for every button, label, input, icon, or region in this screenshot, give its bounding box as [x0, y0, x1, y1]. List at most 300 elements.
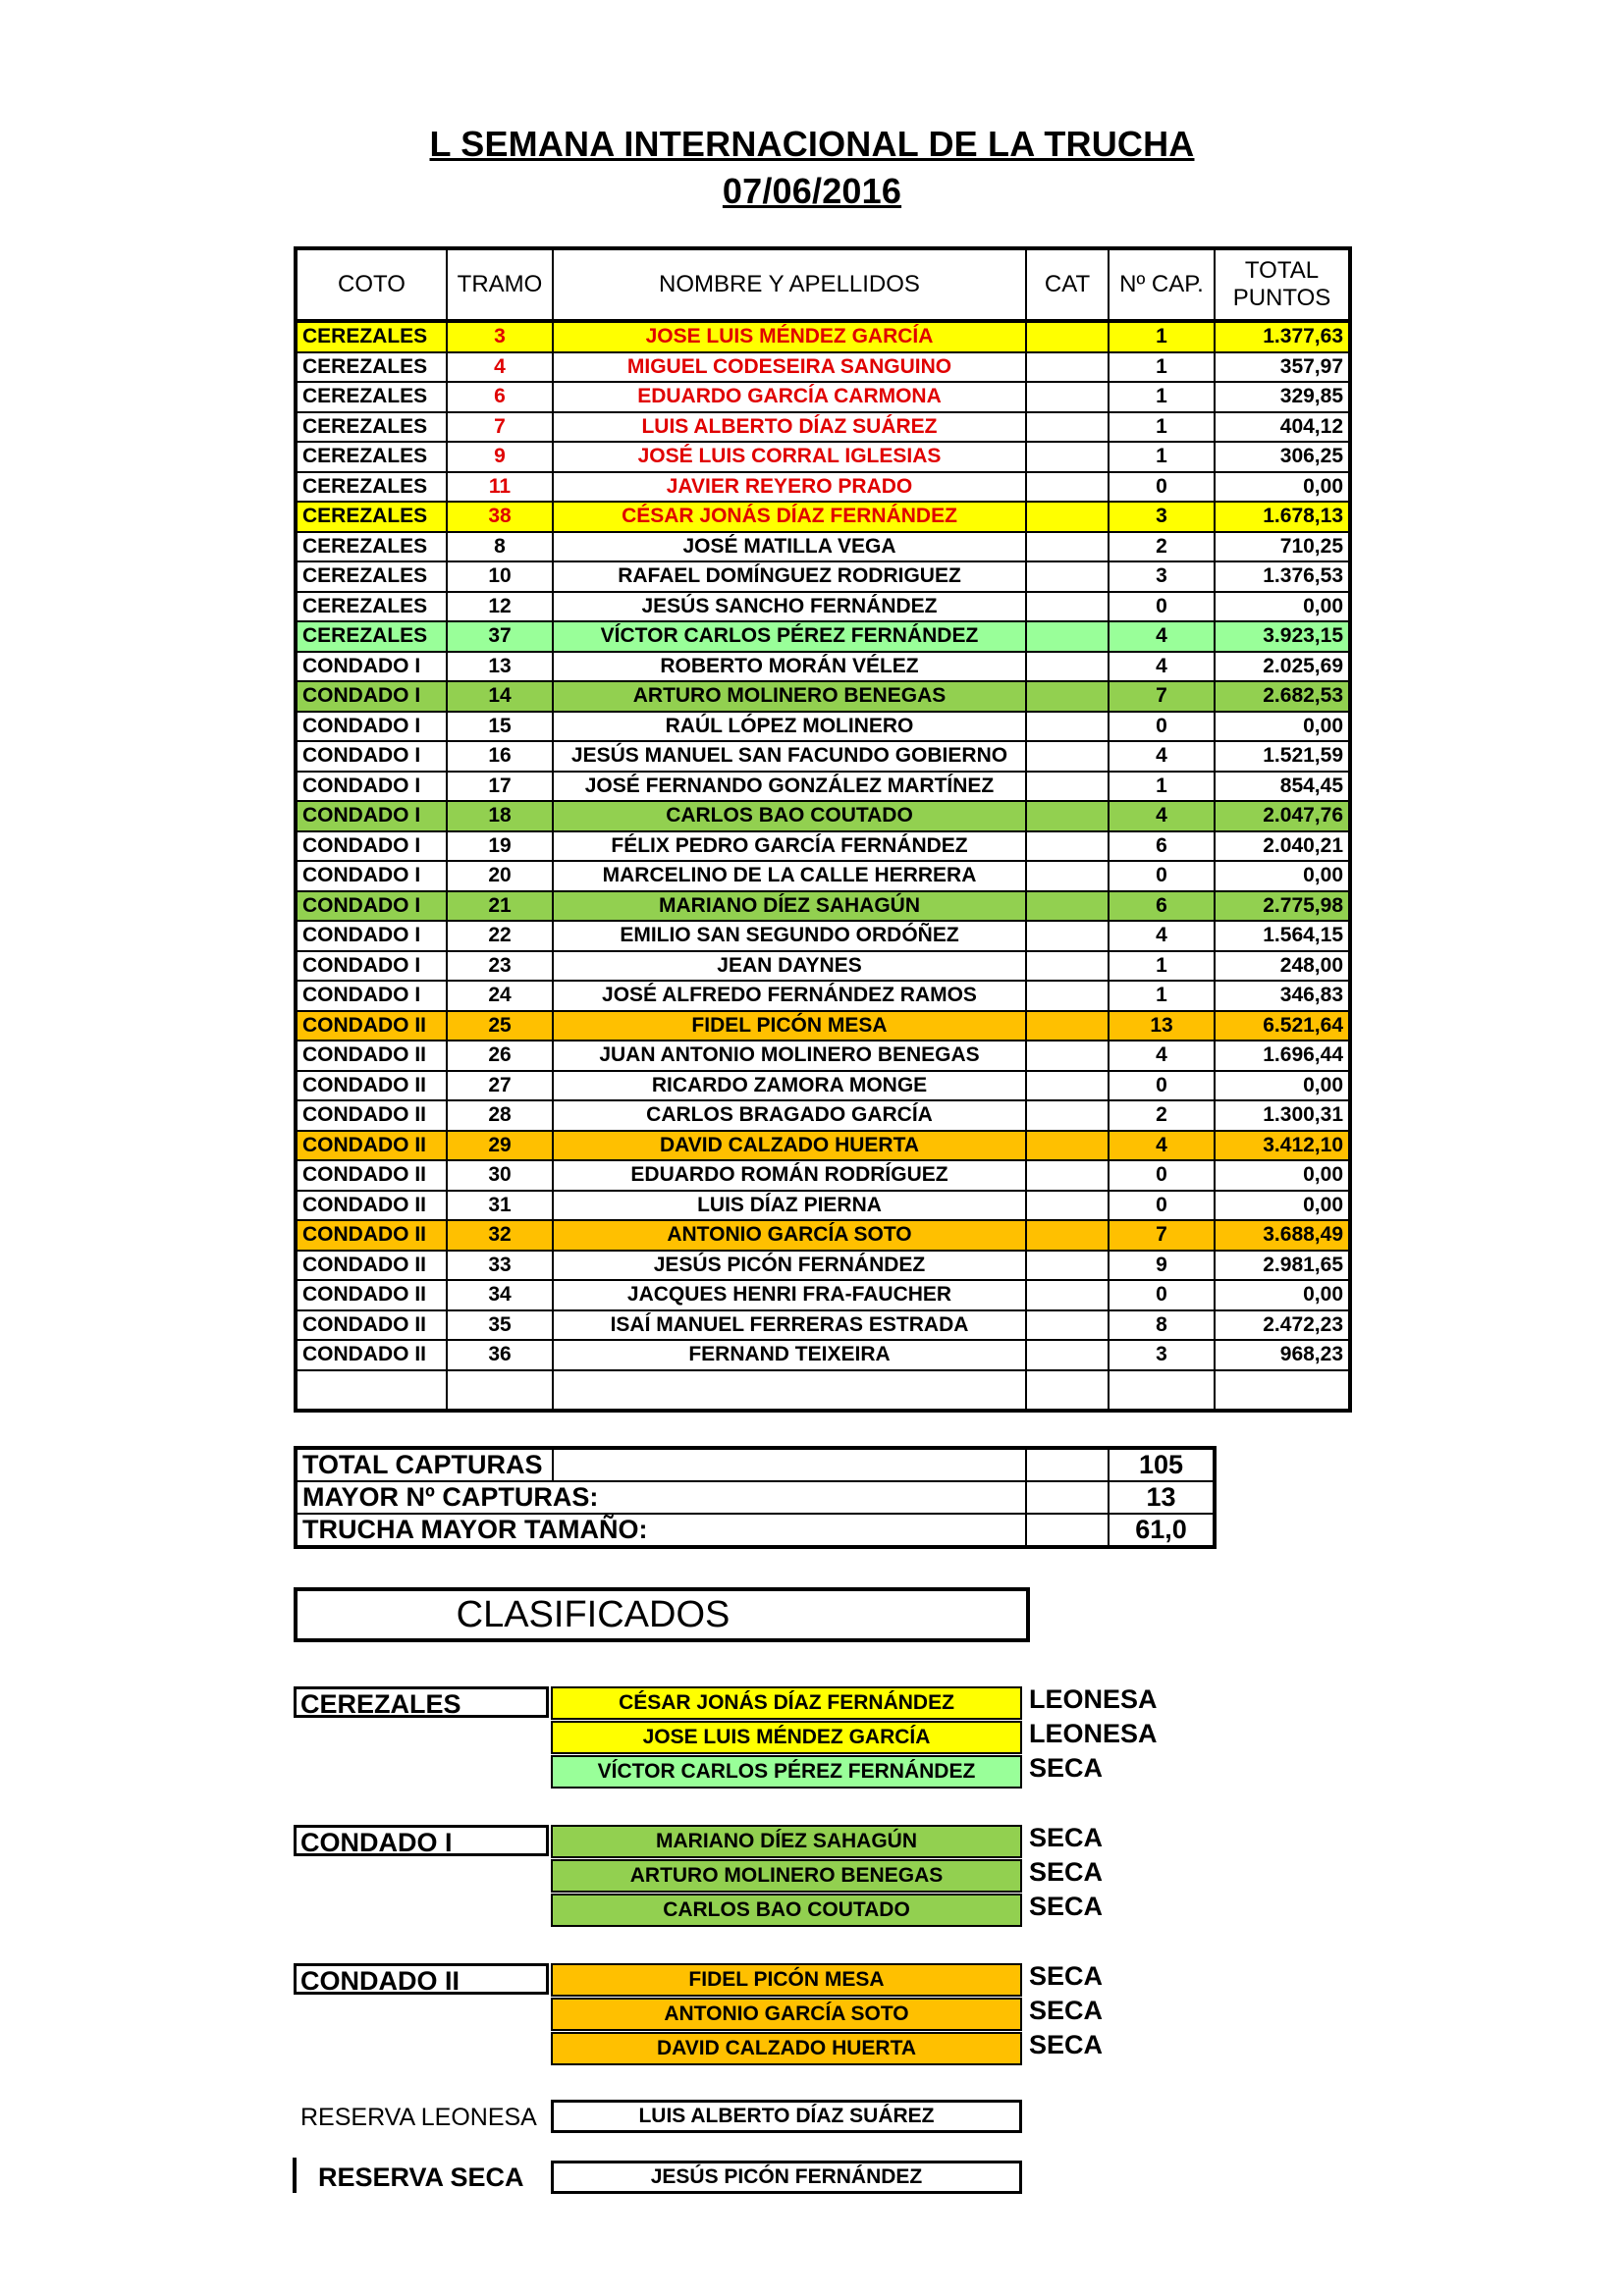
cell-ncap: 0: [1109, 1280, 1215, 1310]
cell-cat: [1026, 921, 1109, 951]
cell-puntos: 0,00: [1215, 1160, 1350, 1191]
cell-coto: CEREZALES: [296, 442, 447, 472]
table-row: [296, 951, 1350, 982]
group-entry-category: SECA: [1029, 1753, 1104, 1783]
reserva-seca-label: RESERVA SECA: [318, 2163, 524, 2192]
cell-puntos: 2.775,98: [1215, 891, 1350, 922]
cell-coto: CONDADO II: [296, 1011, 447, 1041]
cell-puntos: 3.412,10: [1215, 1131, 1350, 1161]
cell-ncap: 0: [1109, 861, 1215, 891]
cell-tramo: 36: [447, 1340, 553, 1370]
table-row: [296, 382, 1350, 412]
cell-cat: [1026, 741, 1109, 772]
cell-coto: CEREZALES: [296, 472, 447, 503]
table-row: [296, 561, 1350, 592]
cell-puntos: 6.521,64: [1215, 1011, 1350, 1041]
cell-tramo: 27: [447, 1071, 553, 1101]
cell-coto: CEREZALES: [296, 621, 447, 652]
group-entry-category: LEONESA: [1029, 1719, 1158, 1748]
cell-cat: [1026, 681, 1109, 712]
table-row: [296, 592, 1350, 622]
cell-cat: [1026, 891, 1109, 922]
cell-tramo: 25: [447, 1011, 553, 1041]
cell-coto: CONDADO II: [296, 1340, 447, 1370]
cell-coto: CONDADO I: [296, 861, 447, 891]
cell-nombre: ISAÍ MANUEL FERRERAS ESTRADA: [553, 1310, 1026, 1341]
table-row: [296, 741, 1350, 772]
cell-cat: [1026, 712, 1109, 742]
cell-tramo: 10: [447, 561, 553, 592]
cell-cat: [1026, 352, 1109, 383]
cell-puntos: 1.696,44: [1215, 1041, 1350, 1071]
cell-cat: [1026, 1220, 1109, 1251]
totals-row: [296, 1448, 1215, 1481]
cell-ncap: 4: [1109, 801, 1215, 831]
cell-puntos: 248,00: [1215, 951, 1350, 982]
cell-nombre: JAVIER REYERO PRADO: [553, 472, 1026, 503]
cell-cat: [1026, 652, 1109, 682]
cell-coto: CONDADO II: [296, 1100, 447, 1131]
cell-puntos: 1.678,13: [1215, 502, 1350, 532]
cell-ncap: 2: [1109, 1100, 1215, 1131]
header-ncap: Nº CAP.: [1109, 248, 1215, 321]
cell-coto: CONDADO I: [296, 891, 447, 922]
cell-coto: CONDADO I: [296, 831, 447, 862]
cell-nombre: EDUARDO ROMÁN RODRÍGUEZ: [553, 1160, 1026, 1191]
group-coto-label: CONDADO II: [294, 1963, 549, 1995]
cell-nombre: EDUARDO GARCÍA CARMONA: [553, 382, 1026, 412]
cell-ncap: 3: [1109, 561, 1215, 592]
cell-tramo: 29: [447, 1131, 553, 1161]
cell-ncap: 0: [1109, 712, 1215, 742]
cell-puntos: 1.521,59: [1215, 741, 1350, 772]
empty-cell: [553, 1370, 1026, 1411]
table-row: [296, 321, 1350, 352]
cell-tramo: 7: [447, 412, 553, 443]
cell-ncap: 4: [1109, 652, 1215, 682]
table-row: [296, 712, 1350, 742]
cell-ncap: 4: [1109, 741, 1215, 772]
table-row: [296, 801, 1350, 831]
cell-tramo: 6: [447, 382, 553, 412]
cell-ncap: 1: [1109, 352, 1215, 383]
cell-puntos: 1.300,31: [1215, 1100, 1350, 1131]
cell-cat: [1026, 532, 1109, 562]
totals-row: [296, 1514, 1215, 1547]
cell-tramo: 35: [447, 1310, 553, 1341]
cell-nombre: CARLOS BRAGADO GARCÍA: [553, 1100, 1026, 1131]
table-row: [296, 831, 1350, 862]
totals-value: 105: [1109, 1448, 1215, 1481]
cell-puntos: 0,00: [1215, 472, 1350, 503]
cell-nombre: JOSÉ MATILLA VEGA: [553, 532, 1026, 562]
cell-nombre: LUIS DÍAZ PIERNA: [553, 1191, 1026, 1221]
cell-coto: CONDADO II: [296, 1160, 447, 1191]
cell-cat: [1026, 1310, 1109, 1341]
table-row: [296, 891, 1350, 922]
cell-nombre: ROBERTO MORÁN VÉLEZ: [553, 652, 1026, 682]
cell-tramo: 26: [447, 1041, 553, 1071]
cell-ncap: 0: [1109, 1160, 1215, 1191]
header-nombre: NOMBRE Y APELLIDOS: [553, 248, 1026, 321]
cell-coto: CEREZALES: [296, 502, 447, 532]
cell-puntos: 2.025,69: [1215, 652, 1350, 682]
page-date: 07/06/2016: [722, 171, 902, 211]
cell-cat: [1026, 502, 1109, 532]
cell-puntos: 2.472,23: [1215, 1310, 1350, 1341]
page-title: L SEMANA INTERNACIONAL DE LA TRUCHA: [429, 124, 1195, 164]
reserva-leonesa-label: RESERVA LEONESA: [300, 2104, 537, 2131]
table-row: [296, 1131, 1350, 1161]
cell-nombre: JEAN DAYNES: [553, 951, 1026, 982]
cell-nombre: MARIANO DÍEZ SAHAGÚN: [553, 891, 1026, 922]
group-entry-category: SECA: [1029, 1823, 1104, 1852]
cell-cat: [1026, 1011, 1109, 1041]
cell-tramo: 28: [447, 1100, 553, 1131]
group-coto-label: CONDADO I: [294, 1825, 549, 1856]
group-entry-name: FIDEL PICÓN MESA: [551, 1963, 1022, 1997]
cell-nombre: MIGUEL CODESEIRA SANGUINO: [553, 352, 1026, 383]
cell-coto: CEREZALES: [296, 321, 447, 352]
cell-ncap: 0: [1109, 472, 1215, 503]
cell-cat: [1026, 1041, 1109, 1071]
cell-cat: [1026, 1131, 1109, 1161]
group-entry-category: SECA: [1029, 1857, 1104, 1887]
table-row-empty: [296, 1370, 1350, 1411]
cell-ncap: 1: [1109, 772, 1215, 802]
cell-puntos: 346,83: [1215, 981, 1350, 1011]
cell-cat: [1026, 621, 1109, 652]
cell-coto: CEREZALES: [296, 412, 447, 443]
cell-ncap: 1: [1109, 412, 1215, 443]
cell-ncap: 6: [1109, 891, 1215, 922]
table-row: [296, 1160, 1350, 1191]
totals-value: 13: [1109, 1481, 1215, 1514]
cell-puntos: 3.923,15: [1215, 621, 1350, 652]
cell-cat: [1026, 1191, 1109, 1221]
empty-cell: [447, 1370, 553, 1411]
cell-coto: CONDADO II: [296, 1220, 447, 1251]
cell-cat: [1026, 321, 1109, 352]
cell-cat: [1026, 831, 1109, 862]
group-entry-category: SECA: [1029, 2030, 1104, 2059]
cell-nombre: JACQUES HENRI FRA-FAUCHER: [553, 1280, 1026, 1310]
cell-coto: CEREZALES: [296, 561, 447, 592]
cell-puntos: 2.040,21: [1215, 831, 1350, 862]
cell-cat: [1026, 382, 1109, 412]
group-entry-category: SECA: [1029, 1961, 1104, 1991]
cell-tramo: 23: [447, 951, 553, 982]
cell-coto: CEREZALES: [296, 352, 447, 383]
cell-puntos: 0,00: [1215, 861, 1350, 891]
cell-ncap: 6: [1109, 831, 1215, 862]
reserva-seca-marker: [293, 2158, 297, 2193]
empty-cell: [1215, 1370, 1350, 1411]
cell-coto: CONDADO II: [296, 1251, 447, 1281]
cell-ncap: 1: [1109, 442, 1215, 472]
cell-nombre: JESÚS SANCHO FERNÁNDEZ: [553, 592, 1026, 622]
cell-cat: [1026, 1160, 1109, 1191]
table-row: [296, 1340, 1350, 1370]
cell-tramo: 22: [447, 921, 553, 951]
cell-puntos: 2.047,76: [1215, 801, 1350, 831]
cell-cat: [1026, 772, 1109, 802]
table-row: [296, 412, 1350, 443]
header-cat: CAT: [1026, 248, 1109, 321]
cell-tramo: 8: [447, 532, 553, 562]
cell-cat: [1026, 951, 1109, 982]
cell-tramo: 17: [447, 772, 553, 802]
group-coto-label: CEREZALES: [294, 1686, 549, 1718]
totals-spacer: [1026, 1481, 1109, 1514]
cell-tramo: 33: [447, 1251, 553, 1281]
cell-ncap: 3: [1109, 1340, 1215, 1370]
cell-ncap: 7: [1109, 681, 1215, 712]
reserva-leonesa-name: LUIS ALBERTO DÍAZ SUÁREZ: [551, 2100, 1022, 2133]
cell-tramo: 4: [447, 352, 553, 383]
table-row: [296, 472, 1350, 503]
cell-cat: [1026, 1280, 1109, 1310]
cell-puntos: 0,00: [1215, 1071, 1350, 1101]
cell-nombre: VÍCTOR CARLOS PÉREZ FERNÁNDEZ: [553, 621, 1026, 652]
table-row: [296, 1041, 1350, 1071]
table-row: [296, 1310, 1350, 1341]
cell-ncap: 0: [1109, 1191, 1215, 1221]
cell-nombre: ANTONIO GARCÍA SOTO: [553, 1220, 1026, 1251]
table-row: [296, 1011, 1350, 1041]
cell-ncap: 4: [1109, 1041, 1215, 1071]
cell-puntos: 2.682,53: [1215, 681, 1350, 712]
cell-cat: [1026, 1071, 1109, 1101]
totals-label: TRUCHA MAYOR TAMAÑO:: [296, 1514, 1026, 1547]
cell-puntos: 0,00: [1215, 712, 1350, 742]
table-row: [296, 442, 1350, 472]
header-tramo: TRAMO: [447, 248, 553, 321]
group-entry-name: ARTURO MOLINERO BENEGAS: [551, 1859, 1022, 1893]
cell-tramo: 34: [447, 1280, 553, 1310]
cell-nombre: RAÚL LÓPEZ MOLINERO: [553, 712, 1026, 742]
group-entry-category: SECA: [1029, 1892, 1104, 1921]
cell-coto: CEREZALES: [296, 592, 447, 622]
cell-coto: CONDADO I: [296, 681, 447, 712]
cell-puntos: 0,00: [1215, 592, 1350, 622]
cell-puntos: 710,25: [1215, 532, 1350, 562]
cell-tramo: 3: [447, 321, 553, 352]
cell-puntos: 329,85: [1215, 382, 1350, 412]
cell-tramo: 20: [447, 861, 553, 891]
cell-cat: [1026, 801, 1109, 831]
cell-coto: CONDADO I: [296, 921, 447, 951]
table-header-row: [296, 248, 1350, 321]
cell-ncap: 2: [1109, 532, 1215, 562]
cell-nombre: JOSÉ FERNANDO GONZÁLEZ MARTÍNEZ: [553, 772, 1026, 802]
cell-puntos: 0,00: [1215, 1191, 1350, 1221]
totals-label: TOTAL CAPTURAS: [296, 1448, 553, 1481]
totals-table: [294, 1446, 1217, 1549]
cell-tramo: 32: [447, 1220, 553, 1251]
table-row: [296, 652, 1350, 682]
table-row: [296, 352, 1350, 383]
cell-tramo: 31: [447, 1191, 553, 1221]
cell-ncap: 0: [1109, 592, 1215, 622]
clasificados-heading: CLASIFICADOS: [294, 1587, 1030, 1642]
cell-puntos: 1.377,63: [1215, 321, 1350, 352]
cell-coto: CEREZALES: [296, 382, 447, 412]
table-row: [296, 621, 1350, 652]
cell-tramo: 30: [447, 1160, 553, 1191]
cell-nombre: JUAN ANTONIO MOLINERO BENEGAS: [553, 1041, 1026, 1071]
cell-ncap: 4: [1109, 621, 1215, 652]
cell-coto: CONDADO II: [296, 1071, 447, 1101]
cell-tramo: 14: [447, 681, 553, 712]
cell-coto: CONDADO II: [296, 1041, 447, 1071]
cell-ncap: 13: [1109, 1011, 1215, 1041]
cell-puntos: 1.564,15: [1215, 921, 1350, 951]
group-entry-name: CARLOS BAO COUTADO: [551, 1894, 1022, 1927]
cell-coto: CEREZALES: [296, 532, 447, 562]
cell-puntos: 854,45: [1215, 772, 1350, 802]
cell-ncap: 7: [1109, 1220, 1215, 1251]
cell-tramo: 18: [447, 801, 553, 831]
cell-coto: CONDADO I: [296, 652, 447, 682]
group-entry-name: ANTONIO GARCÍA SOTO: [551, 1998, 1022, 2031]
group-entry-name: VÍCTOR CARLOS PÉREZ FERNÁNDEZ: [551, 1755, 1022, 1789]
cell-coto: CONDADO I: [296, 981, 447, 1011]
cell-ncap: 4: [1109, 1131, 1215, 1161]
group-entry-name: CÉSAR JONÁS DÍAZ FERNÁNDEZ: [551, 1686, 1022, 1720]
cell-tramo: 15: [447, 712, 553, 742]
cell-coto: CONDADO I: [296, 801, 447, 831]
cell-coto: CONDADO I: [296, 741, 447, 772]
totals-value: 61,0: [1109, 1514, 1215, 1547]
totals-row: [296, 1481, 1215, 1514]
totals-spacer: [1026, 1448, 1109, 1481]
cell-tramo: 37: [447, 621, 553, 652]
cell-puntos: 968,23: [1215, 1340, 1350, 1370]
cell-puntos: 3.688,49: [1215, 1220, 1350, 1251]
cell-ncap: 1: [1109, 951, 1215, 982]
cell-nombre: FIDEL PICÓN MESA: [553, 1011, 1026, 1041]
cell-nombre: CÉSAR JONÁS DÍAZ FERNÁNDEZ: [553, 502, 1026, 532]
table-row: [296, 861, 1350, 891]
cell-cat: [1026, 592, 1109, 622]
cell-coto: CONDADO I: [296, 951, 447, 982]
cell-nombre: MARCELINO DE LA CALLE HERRERA: [553, 861, 1026, 891]
cell-nombre: FÉLIX PEDRO GARCÍA FERNÁNDEZ: [553, 831, 1026, 862]
cell-nombre: JOSÉ LUIS CORRAL IGLESIAS: [553, 442, 1026, 472]
header-coto: COTO: [296, 248, 447, 321]
cell-ncap: 9: [1109, 1251, 1215, 1281]
cell-tramo: 21: [447, 891, 553, 922]
cell-puntos: 0,00: [1215, 1280, 1350, 1310]
group-entry-name: DAVID CALZADO HUERTA: [551, 2032, 1022, 2065]
totals-label: MAYOR Nº CAPTURAS:: [296, 1481, 1026, 1514]
table-row: [296, 921, 1350, 951]
cell-cat: [1026, 1100, 1109, 1131]
cell-ncap: 3: [1109, 502, 1215, 532]
cell-nombre: DAVID CALZADO HUERTA: [553, 1131, 1026, 1161]
cell-ncap: 4: [1109, 921, 1215, 951]
cell-puntos: 2.981,65: [1215, 1251, 1350, 1281]
cell-cat: [1026, 1251, 1109, 1281]
empty-cell: [1026, 1370, 1109, 1411]
table-row: [296, 981, 1350, 1011]
cell-ncap: 1: [1109, 321, 1215, 352]
group-entry-name: JOSE LUIS MÉNDEZ GARCÍA: [551, 1721, 1022, 1754]
cell-ncap: 0: [1109, 1071, 1215, 1101]
header-total: TOTAL PUNTOS: [1215, 248, 1350, 321]
cell-nombre: ARTURO MOLINERO BENEGAS: [553, 681, 1026, 712]
cell-puntos: 306,25: [1215, 442, 1350, 472]
cell-tramo: 9: [447, 442, 553, 472]
cell-nombre: JOSÉ ALFREDO FERNÁNDEZ RAMOS: [553, 981, 1026, 1011]
empty-cell: [296, 1370, 447, 1411]
group-entry-name: MARIANO DÍEZ SAHAGÚN: [551, 1825, 1022, 1858]
cell-puntos: 404,12: [1215, 412, 1350, 443]
cell-ncap: 1: [1109, 981, 1215, 1011]
cell-nombre: JOSE LUIS MÉNDEZ GARCÍA: [553, 321, 1026, 352]
table-row: [296, 1071, 1350, 1101]
cell-cat: [1026, 981, 1109, 1011]
cell-puntos: 357,97: [1215, 352, 1350, 383]
empty-cell: [1109, 1370, 1215, 1411]
cell-coto: CONDADO II: [296, 1310, 447, 1341]
cell-cat: [1026, 412, 1109, 443]
table-row: [296, 1251, 1350, 1281]
table-row: [296, 1220, 1350, 1251]
cell-nombre: EMILIO SAN SEGUNDO ORDÓÑEZ: [553, 921, 1026, 951]
cell-cat: [1026, 861, 1109, 891]
cell-tramo: 13: [447, 652, 553, 682]
group-entry-category: LEONESA: [1029, 1684, 1158, 1714]
cell-tramo: 38: [447, 502, 553, 532]
cell-nombre: CARLOS BAO COUTADO: [553, 801, 1026, 831]
reserva-seca-name: JESÚS PICÓN FERNÁNDEZ: [551, 2161, 1022, 2194]
cell-puntos: 1.376,53: [1215, 561, 1350, 592]
totals-spacer: [553, 1448, 1026, 1481]
cell-nombre: JESÚS MANUEL SAN FACUNDO GOBIERNO: [553, 741, 1026, 772]
cell-coto: CONDADO II: [296, 1191, 447, 1221]
cell-ncap: 1: [1109, 382, 1215, 412]
cell-cat: [1026, 1340, 1109, 1370]
table-row: [296, 532, 1350, 562]
cell-cat: [1026, 472, 1109, 503]
cell-nombre: RICARDO ZAMORA MONGE: [553, 1071, 1026, 1101]
cell-nombre: RAFAEL DOMÍNGUEZ RODRIGUEZ: [553, 561, 1026, 592]
cell-nombre: LUIS ALBERTO DÍAZ SUÁREZ: [553, 412, 1026, 443]
cell-tramo: 12: [447, 592, 553, 622]
cell-coto: CONDADO II: [296, 1131, 447, 1161]
cell-coto: CONDADO II: [296, 1280, 447, 1310]
cell-ncap: 8: [1109, 1310, 1215, 1341]
table-row: [296, 1100, 1350, 1131]
table-row: [296, 502, 1350, 532]
group-entry-category: SECA: [1029, 1996, 1104, 2025]
cell-nombre: JESÚS PICÓN FERNÁNDEZ: [553, 1251, 1026, 1281]
cell-tramo: 19: [447, 831, 553, 862]
table-row: [296, 1280, 1350, 1310]
cell-tramo: 24: [447, 981, 553, 1011]
cell-cat: [1026, 561, 1109, 592]
table-row: [296, 1191, 1350, 1221]
cell-cat: [1026, 442, 1109, 472]
totals-spacer: [1026, 1514, 1109, 1547]
results-table: [294, 246, 1352, 1413]
cell-coto: CONDADO I: [296, 772, 447, 802]
cell-coto: CONDADO I: [296, 712, 447, 742]
cell-nombre: FERNAND TEIXEIRA: [553, 1340, 1026, 1370]
table-row: [296, 772, 1350, 802]
